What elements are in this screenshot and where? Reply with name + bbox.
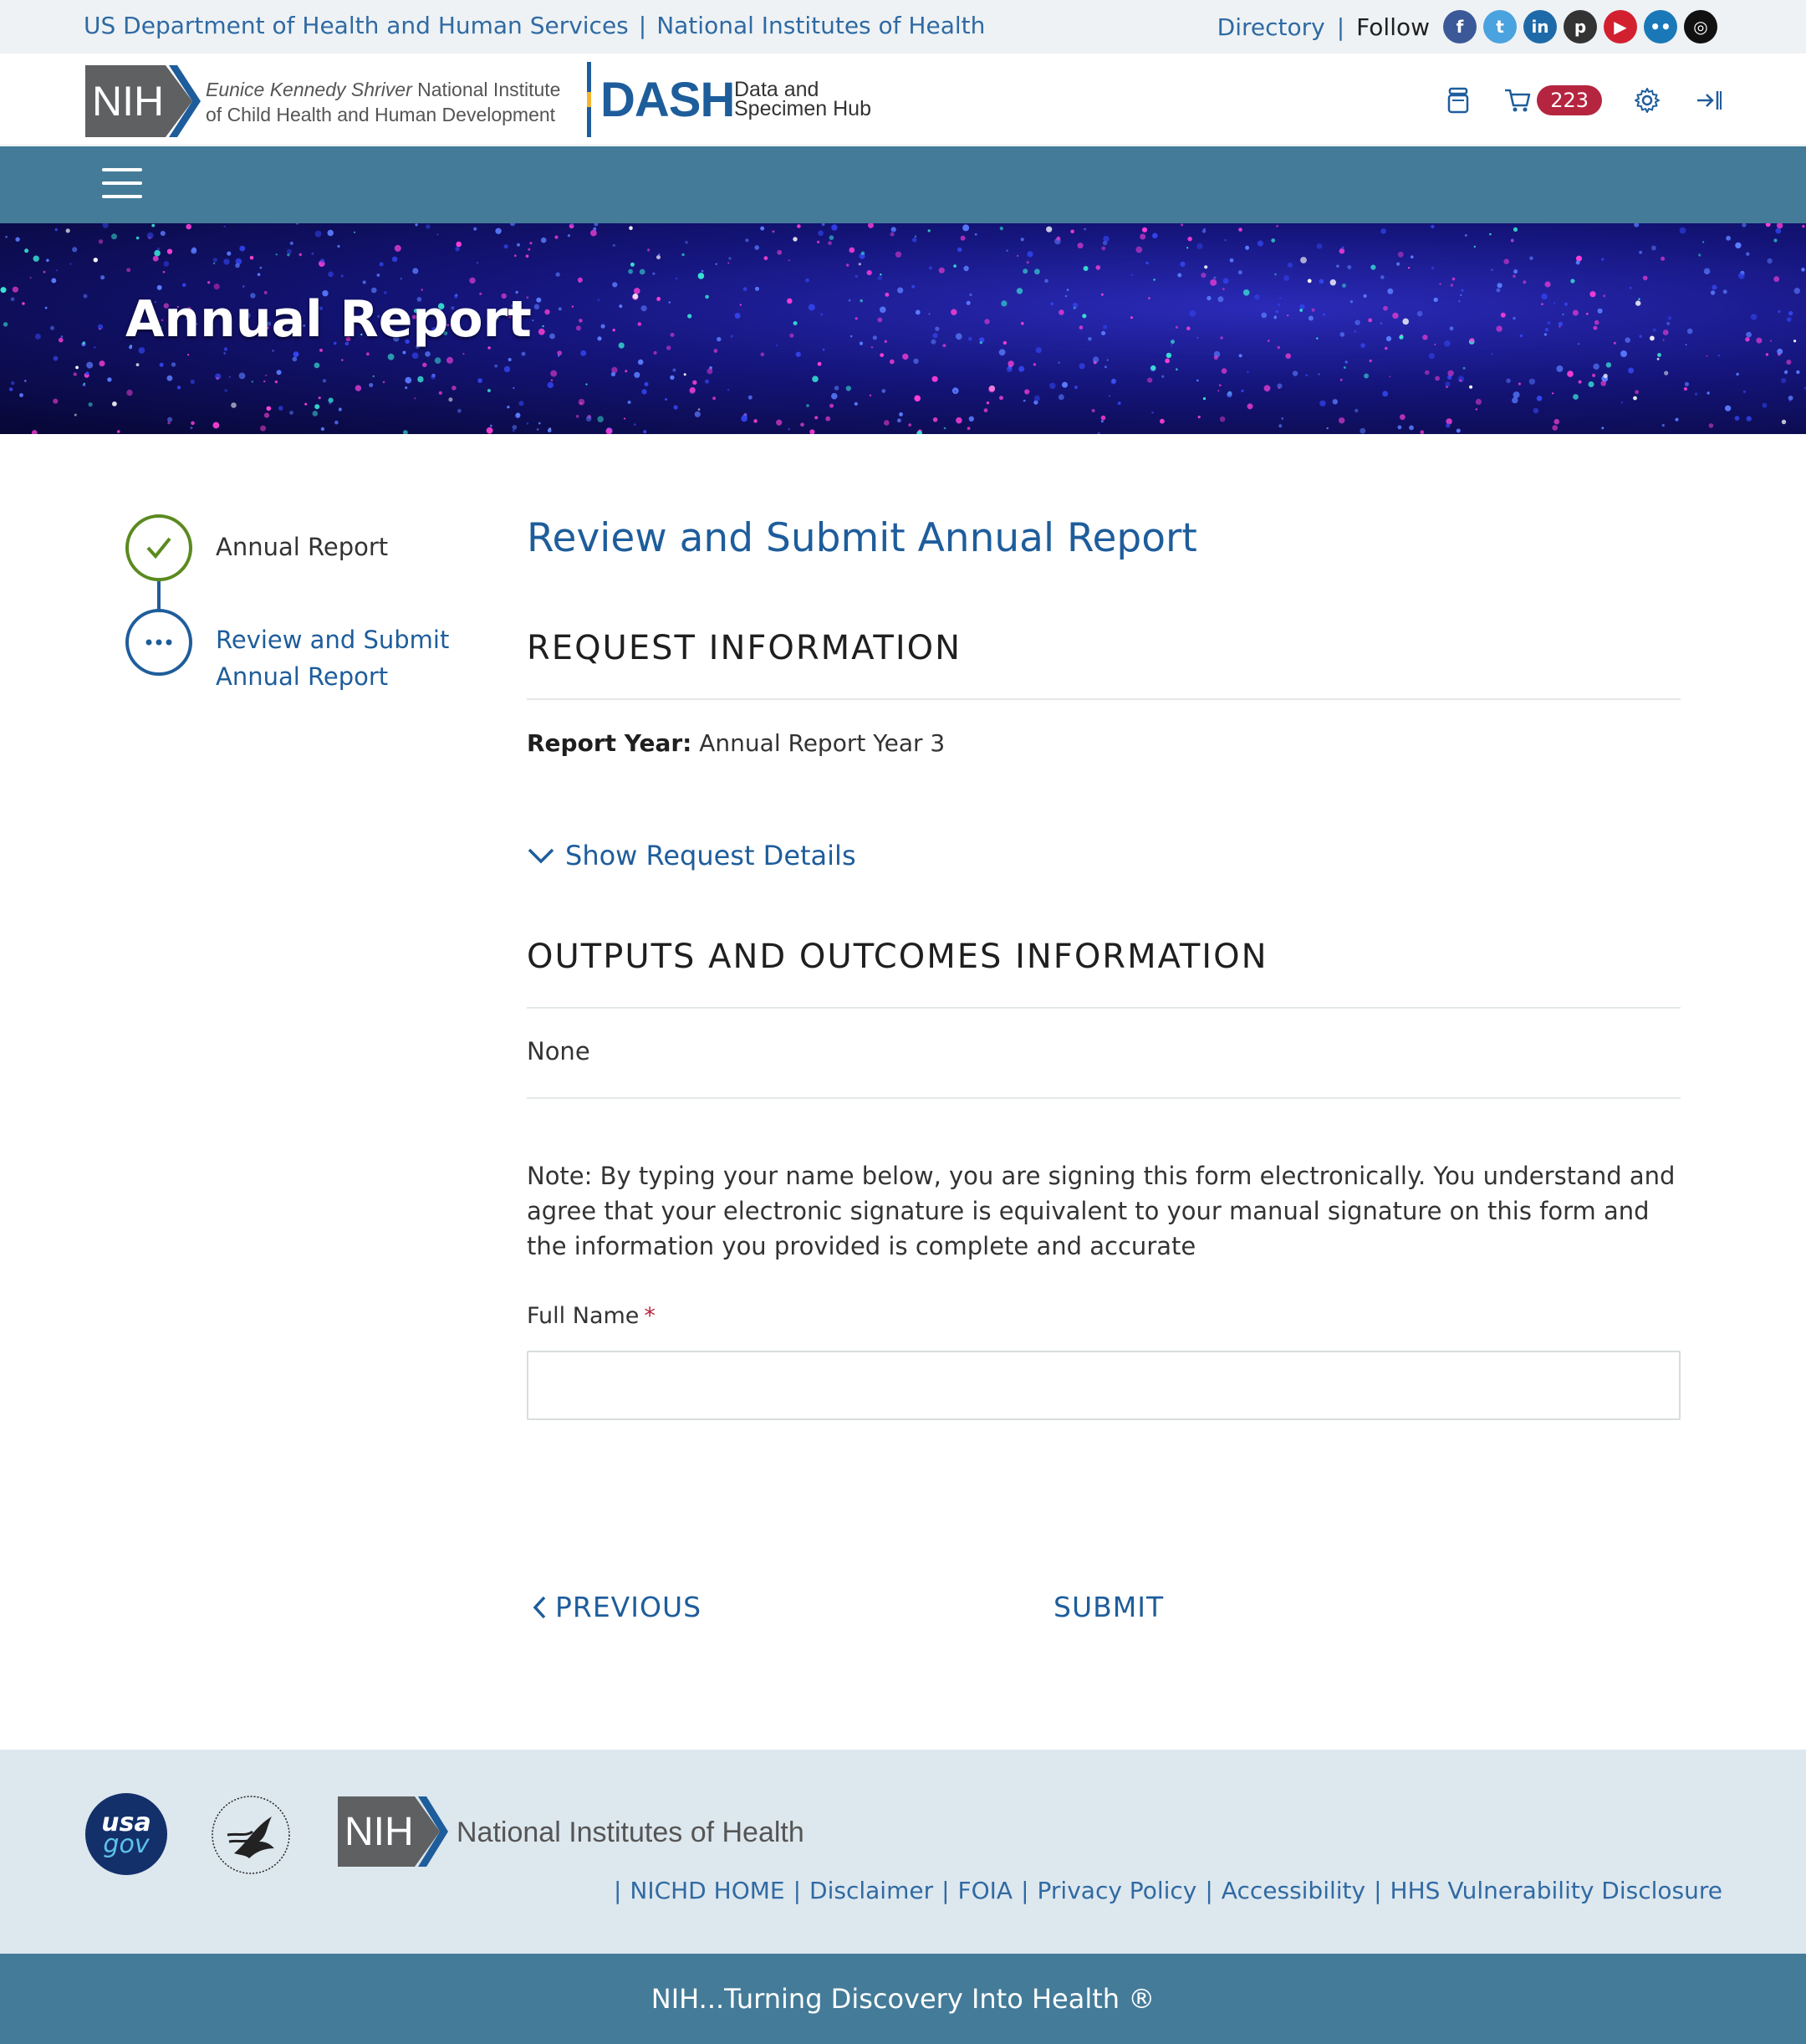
youtube-icon[interactable]: ▶ xyxy=(1604,10,1637,43)
hamburger-menu-icon[interactable] xyxy=(102,168,142,202)
footer-link[interactable]: FOIA xyxy=(957,1877,1013,1904)
report-year-label: Report Year: xyxy=(527,729,692,757)
footer-nih-logo[interactable] xyxy=(338,1796,448,1867)
pinterest-icon[interactable]: p xyxy=(1564,10,1597,43)
previous-button-label: PREVIOUS xyxy=(555,1591,702,1623)
main-nav-bar xyxy=(0,146,1806,223)
site-header xyxy=(0,54,1806,146)
tagline: NIH...Turning Discovery Into Health ® xyxy=(650,1983,1156,2015)
full-name-label-text: Full Name xyxy=(527,1303,640,1329)
hhs-link[interactable]: US Department of Health and Human Services xyxy=(84,12,629,39)
step-complete-check-icon xyxy=(125,514,192,581)
separator: | xyxy=(1021,1877,1029,1904)
tagline-bar xyxy=(0,1954,1806,2044)
institute-line1-rest: National Institute xyxy=(417,79,561,100)
instagram-icon[interactable]: ◎ xyxy=(1684,10,1717,43)
institute-line2: of Child Health and Human Development xyxy=(206,104,556,125)
separator: | xyxy=(1374,1877,1382,1904)
institute-name xyxy=(206,77,560,127)
report-year-row xyxy=(527,729,945,757)
step1-label[interactable]: Annual Report xyxy=(216,533,389,561)
dash-logo[interactable]: DASH xyxy=(600,73,735,127)
agency-links xyxy=(84,12,985,39)
hhs-seal-icon[interactable] xyxy=(209,1793,293,1877)
header-actions xyxy=(1413,84,1726,117)
footer-links xyxy=(605,1877,1722,1904)
footer-link[interactable]: Disclaimer xyxy=(809,1877,934,1904)
footer-nih-logo-text: NIH xyxy=(344,1810,414,1854)
page-banner xyxy=(0,223,1806,434)
nih-logo[interactable] xyxy=(85,65,201,137)
cart-count-badge[interactable]: 223 xyxy=(1537,85,1602,115)
separator: | xyxy=(1336,13,1345,41)
outputs-outcomes-heading: OUTPUTS AND OUTCOMES INFORMATION xyxy=(527,938,1268,976)
required-asterisk: * xyxy=(644,1303,656,1329)
separator: | xyxy=(1205,1877,1213,1904)
social-icons xyxy=(1436,10,1717,43)
full-name-input[interactable] xyxy=(527,1351,1681,1420)
specimen-jar-icon[interactable] xyxy=(1441,84,1475,117)
footer-link[interactable]: NICHD HOME xyxy=(630,1877,785,1904)
directory-link[interactable]: Directory xyxy=(1217,13,1325,41)
banner-title: Annual Report xyxy=(125,290,532,349)
step-review-submit[interactable] xyxy=(125,609,192,676)
step-annual-report[interactable] xyxy=(125,514,192,581)
show-request-details-label: Show Request Details xyxy=(565,840,856,871)
outputs-value: None xyxy=(527,1037,590,1065)
step-in-progress-ellipsis-icon xyxy=(125,609,192,676)
chevron-left-icon xyxy=(532,1595,547,1620)
step-connector xyxy=(157,581,161,610)
utility-right xyxy=(1217,10,1717,43)
footer-link[interactable]: Accessibility xyxy=(1221,1877,1366,1904)
follow-label: Follow xyxy=(1356,13,1430,41)
twitter-icon[interactable]: t xyxy=(1483,10,1517,43)
institute-italic: Eunice Kennedy Shriver xyxy=(206,79,412,100)
cart-icon[interactable] xyxy=(1503,84,1602,117)
step2-label[interactable] xyxy=(216,621,449,695)
divider xyxy=(527,698,1681,700)
utility-bar xyxy=(0,0,1806,54)
dash-subtitle xyxy=(734,80,871,119)
site-footer xyxy=(0,1750,1806,1954)
nih-logo-text: NIH xyxy=(92,78,165,125)
show-request-details-toggle[interactable] xyxy=(527,840,856,871)
usagov-logo[interactable] xyxy=(85,1793,167,1875)
flickr-icon[interactable]: •• xyxy=(1644,10,1677,43)
step2-label-line2: Annual Report xyxy=(216,662,389,691)
dash-sub-line1: Data and xyxy=(734,78,819,101)
usagov-logo-line2: gov xyxy=(103,1830,150,1859)
linkedin-icon[interactable]: in xyxy=(1523,10,1557,43)
nih-link[interactable]: National Institutes of Health xyxy=(656,12,986,39)
separator: | xyxy=(793,1877,802,1904)
separator: | xyxy=(613,1877,622,1904)
dash-sub-line2: Specimen Hub xyxy=(734,97,871,120)
dash-divider xyxy=(587,62,591,137)
report-year-value: Annual Report Year 3 xyxy=(699,729,946,757)
separator: | xyxy=(941,1877,950,1904)
page-title: Review and Submit Annual Report xyxy=(527,515,1197,561)
settings-gear-icon[interactable] xyxy=(1630,84,1664,117)
footer-nih-name: National Institutes of Health xyxy=(457,1817,804,1848)
request-information-heading: REQUEST INFORMATION xyxy=(527,629,962,667)
submit-button[interactable]: SUBMIT xyxy=(1054,1591,1165,1623)
footer-link[interactable]: Privacy Policy xyxy=(1037,1877,1197,1904)
usagov-logo-line1: usa xyxy=(101,1808,151,1837)
previous-button[interactable] xyxy=(532,1591,701,1623)
signature-note: Note: By typing your name below, you are signing this form electronically. You understand and agree that your electronic signature is equivalent to your manual signature on this form and the information you provided is complete and accurate xyxy=(527,1162,1676,1260)
step2-label-line1: Review and Submit xyxy=(216,626,450,654)
divider xyxy=(527,1097,1681,1099)
divider xyxy=(527,1007,1681,1009)
separator: | xyxy=(638,12,647,39)
chevron-down-icon xyxy=(527,846,555,865)
full-name-label xyxy=(527,1303,656,1329)
login-icon[interactable] xyxy=(1692,84,1726,117)
facebook-icon[interactable]: f xyxy=(1443,10,1477,43)
footer-link[interactable]: HHS Vulnerability Disclosure xyxy=(1390,1877,1722,1904)
